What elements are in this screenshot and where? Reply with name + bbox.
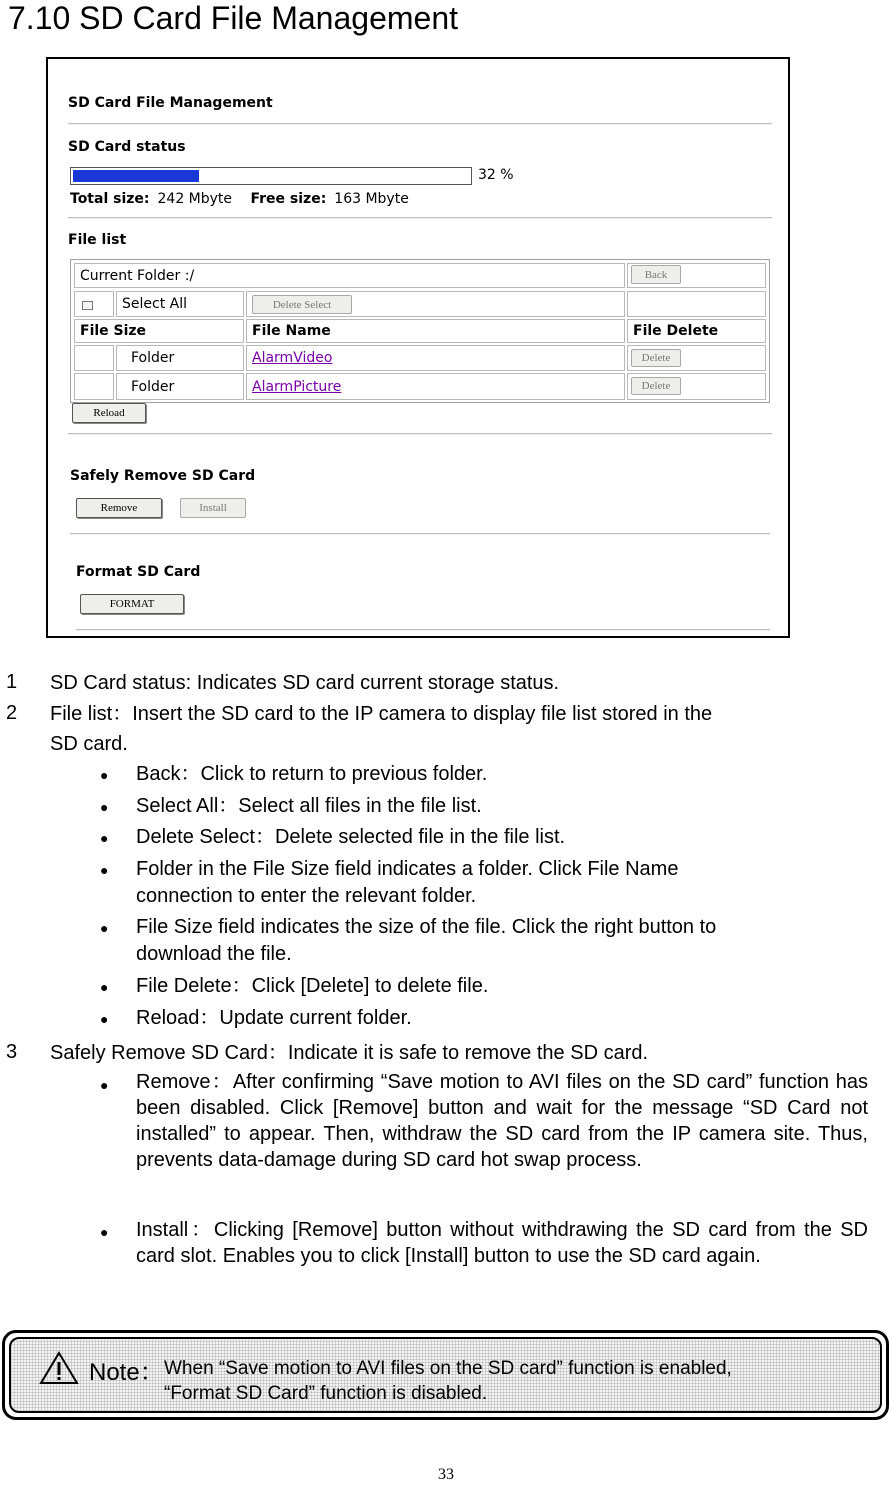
back-cell bbox=[627, 263, 766, 288]
format-button[interactable]: FORMAT bbox=[80, 594, 184, 614]
bullet-icon: ● bbox=[100, 1224, 109, 1240]
bullet-icon: ● bbox=[100, 862, 109, 878]
select-all-cell bbox=[116, 291, 244, 317]
select-all-checkbox[interactable] bbox=[82, 301, 93, 310]
bullet-icon: ● bbox=[100, 1011, 109, 1027]
table-row-delete bbox=[627, 373, 766, 400]
item-number: 1 bbox=[6, 671, 18, 693]
note-line-2: “Format SD Card” function is disabled. bbox=[164, 1383, 488, 1404]
table-row-blank bbox=[74, 373, 114, 400]
file-list-title: File list bbox=[68, 232, 127, 248]
checkbox-cell bbox=[74, 291, 114, 317]
percent-label: 32 % bbox=[478, 167, 514, 183]
table-row-name bbox=[246, 373, 625, 400]
bullet-text: Delete Select：Delete selected file in the file list. bbox=[136, 826, 566, 848]
delete-select-button[interactable]: Delete Select bbox=[252, 295, 352, 314]
divider bbox=[70, 533, 770, 535]
table-row-size: Folder bbox=[116, 345, 244, 371]
current-folder: Current Folder :/ bbox=[80, 267, 195, 284]
back-button[interactable]: Back bbox=[631, 265, 681, 284]
bullet-icon: ● bbox=[100, 799, 109, 815]
bullet-icon: ● bbox=[100, 767, 109, 783]
current-folder-cell bbox=[74, 263, 625, 288]
section-heading: 7.10 SD Card File Management bbox=[8, 0, 458, 36]
table-row-delete bbox=[627, 345, 766, 371]
col-file-name: File Name bbox=[246, 319, 625, 343]
item-number: 3 bbox=[6, 1041, 18, 1063]
bullet-icon: ● bbox=[100, 979, 109, 995]
empty-cell bbox=[627, 291, 766, 317]
reload-button[interactable]: Reload bbox=[72, 403, 146, 423]
note-box bbox=[2, 1330, 889, 1420]
file-link[interactable]: AlarmPicture bbox=[252, 378, 342, 395]
bullet-text: File Size field indicates the size of the file. Click the right button to bbox=[136, 916, 717, 938]
bullet-icon: ● bbox=[100, 1077, 109, 1093]
note-line-1: When “Save motion to AVI files on the SD card” function is enabled, bbox=[164, 1358, 732, 1379]
bullet-text: download the file. bbox=[136, 943, 292, 965]
bullet-text: Back：Click to return to previous folder. bbox=[136, 763, 488, 785]
status-title: SD Card status bbox=[68, 139, 186, 155]
item-text: File list：Insert the SD card to the IP camera to display file list stored in the bbox=[50, 703, 713, 725]
bullet-text: Folder in the File Size field indicates a folder. Click File Name bbox=[136, 858, 679, 880]
divider bbox=[68, 123, 772, 125]
bullet-icon: ● bbox=[100, 920, 109, 936]
size-line bbox=[70, 191, 423, 207]
divider bbox=[76, 629, 770, 631]
bullet-text: connection to enter the relevant folder. bbox=[136, 885, 477, 907]
sd-card-screenshot bbox=[46, 57, 790, 638]
table-row-blank bbox=[74, 345, 114, 371]
file-table bbox=[70, 259, 770, 403]
total-size-label: Total size: bbox=[70, 191, 150, 207]
delete-button[interactable]: Delete bbox=[631, 349, 681, 367]
file-link[interactable]: AlarmVideo bbox=[252, 350, 333, 366]
total-size-value: 242 Mbyte bbox=[157, 191, 233, 207]
item-text: Safely Remove SD Card：Indicate it is safe to remove the SD card. bbox=[50, 1042, 649, 1064]
bullet-text: Select All：Select all files in the file list. bbox=[136, 795, 482, 817]
bullet-text: File Delete：Click [Delete] to delete file. bbox=[136, 975, 489, 997]
bullet-text: Remove：After confirming “Save motion to AVI files on the SD card” function has been disabled. Click [Remove] button and wait for the message “SD Card not installed” to appear. Then, withdraw the SD card from the IP camera site. Thus, prevents data-damage during SD card hot swap process. bbox=[136, 1071, 868, 1171]
warning-icon bbox=[39, 1351, 79, 1385]
col-file-delete: File Delete bbox=[627, 319, 766, 343]
remove-button[interactable]: Remove bbox=[76, 498, 162, 518]
storage-progress-bar bbox=[70, 167, 472, 185]
delete-select-cell bbox=[246, 291, 625, 317]
page-number: 33 bbox=[438, 1466, 454, 1483]
free-size-value: 163 Mbyte bbox=[334, 191, 409, 207]
select-all-label: Select All bbox=[122, 296, 187, 312]
progress-fill bbox=[73, 170, 199, 182]
note-label: Note： bbox=[89, 1359, 164, 1386]
divider bbox=[68, 217, 772, 219]
install-button[interactable]: Install bbox=[180, 498, 246, 518]
table-row-size: Folder bbox=[116, 373, 244, 400]
delete-button[interactable]: Delete bbox=[631, 377, 681, 395]
item-number: 2 bbox=[6, 702, 18, 724]
free-size-label: Free size: bbox=[250, 191, 327, 207]
bullet-text: Reload：Update current folder. bbox=[136, 1007, 412, 1029]
safely-remove-title: Safely Remove SD Card bbox=[70, 468, 256, 484]
item-text: SD Card status: Indicates SD card current storage status. bbox=[50, 672, 560, 694]
item-text: SD card. bbox=[50, 733, 128, 755]
format-title: Format SD Card bbox=[76, 564, 201, 580]
sd-title: SD Card File Management bbox=[68, 95, 273, 111]
col-file-size: File Size bbox=[74, 319, 244, 343]
bullet-text: Install：Clicking [Remove] button without withdrawing the SD card from the SD card slot. Enables you to click [Install] button to use the SD card again. bbox=[136, 1219, 868, 1267]
table-row-name bbox=[246, 345, 625, 371]
bullet-icon: ● bbox=[100, 830, 109, 846]
divider bbox=[68, 433, 772, 435]
